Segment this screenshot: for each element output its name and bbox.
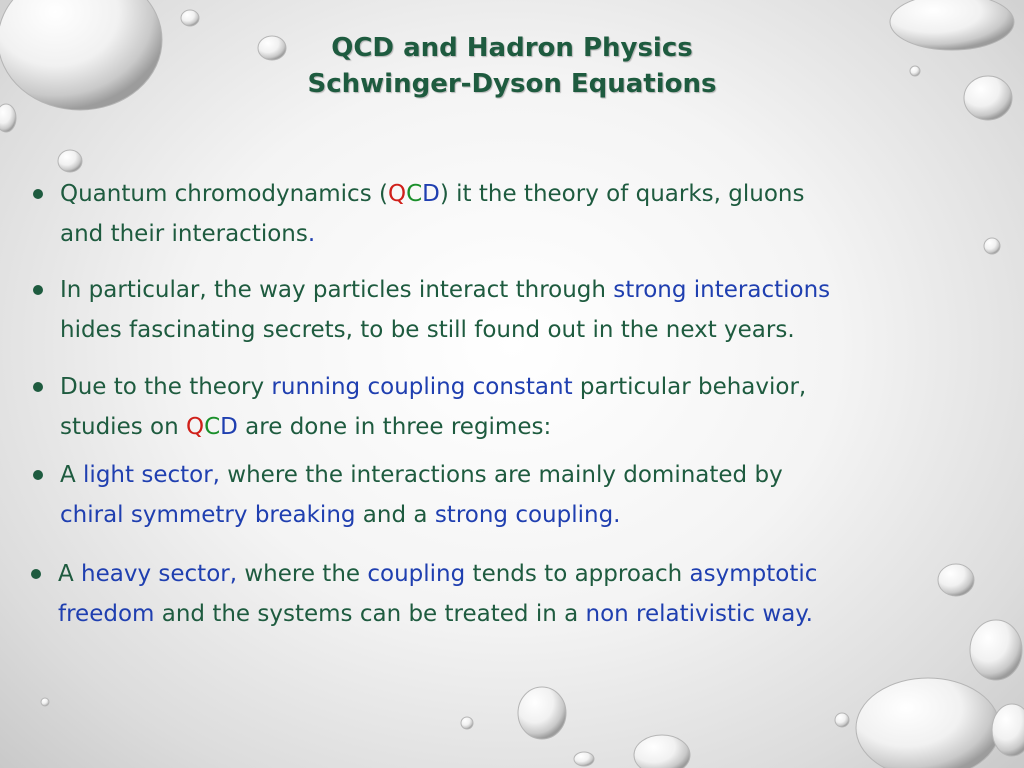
bullet-line: studies on QCD are done in three regimes:	[60, 414, 552, 440]
drop	[984, 238, 1000, 254]
drop	[181, 10, 199, 26]
bullet-line: A light sector, where the interactions are mainly dominated by	[60, 462, 783, 488]
bullet-light-sector	[60, 455, 950, 535]
drop	[518, 687, 566, 739]
drop	[41, 698, 49, 706]
bullet-line: freedom and the systems can be treated in a non relativistic way.	[58, 601, 813, 627]
bullet-line: chiral symmetry breaking and a strong coupling.	[60, 502, 621, 528]
drop	[634, 735, 690, 768]
bullet-line: In particular, the way particles interact through strong interactions	[60, 277, 831, 303]
drop	[835, 713, 849, 727]
bullet-dot	[33, 189, 43, 199]
bullet-heavy-sector	[58, 554, 948, 634]
drop	[58, 150, 82, 172]
bullet-dot	[33, 382, 43, 392]
drop	[0, 104, 16, 132]
bullet-qcd-definition	[60, 174, 950, 254]
bullet-dot	[33, 285, 43, 295]
slide-title-line-1: QCD and Hadron Physics	[331, 33, 693, 63]
slide-title-line-2: Schwinger-Dyson Equations	[307, 69, 717, 99]
bullet-strong-interactions	[60, 270, 950, 350]
drop	[574, 752, 594, 766]
bullet-line: hides fascinating secrets, to be still found out in the next years.	[60, 317, 795, 343]
drop	[461, 717, 473, 729]
bullet-line: Due to the theory running coupling constant particular behavior,	[60, 374, 807, 400]
bullet-dot	[33, 470, 43, 480]
bullet-line: A heavy sector, where the coupling tends to approach asymptotic	[58, 561, 818, 587]
bullet-line: and their interactions.	[60, 221, 316, 247]
bullet-running-coupling	[60, 367, 950, 447]
bullet-dot	[31, 569, 41, 579]
bullet-line: Quantum chromodynamics (QCD) it the theory of quarks, gluons	[60, 181, 805, 207]
drop	[970, 620, 1022, 680]
drop	[856, 678, 1000, 768]
